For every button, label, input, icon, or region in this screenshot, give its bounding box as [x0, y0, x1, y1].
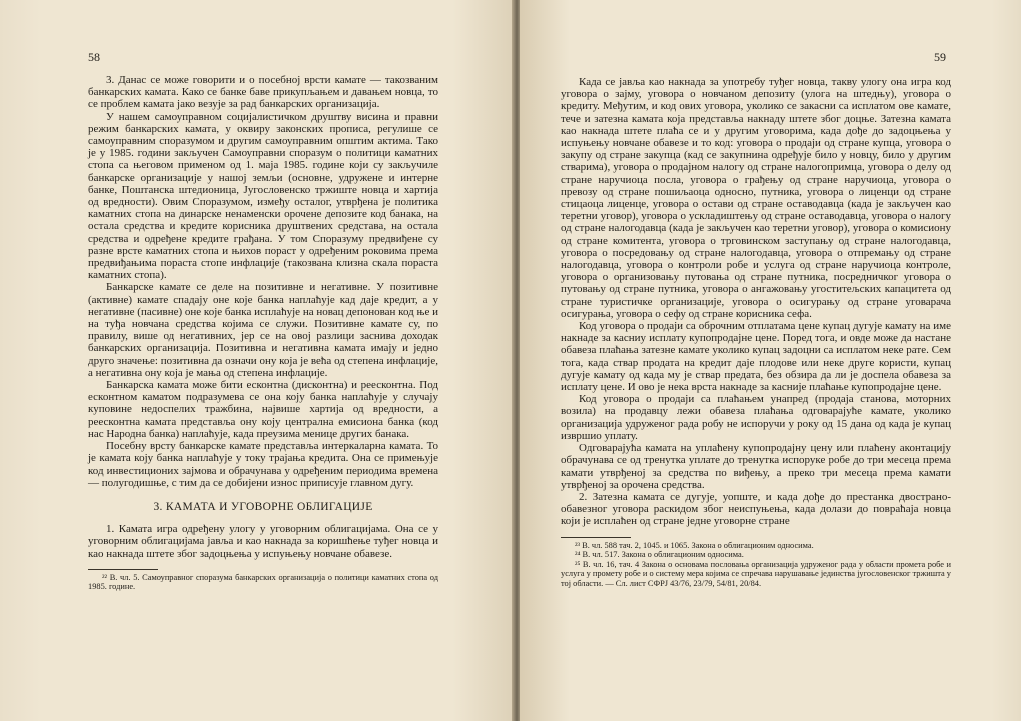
left-text-column: [88, 74, 438, 592]
page-number: 58: [88, 50, 100, 64]
paragraph: 2. Затезна камата се дугује, уопште, и када дође до престанка двострано-обавезног уговора раскидом због неиспуњења, када долази до повраћаја новца који је исплаћен од стране једне уговорне стране: [561, 490, 951, 528]
footnote: ²⁵ В. чл. 16, тач. 4 Закона о основама пословања организација удруженог рада у области промета робе и услуга у промету робе и о систему мера којима се спречава нарушавање јединства југословенског тржишта у тој области. — Сл. лист СФРЈ 43/76, 23/79, 54/81, 20/84.: [561, 559, 951, 588]
paragraph: Код уговора о продаји са плаћањем унапред (продаја станова, моторних возила) на продавцу лежи обавеза плаћања одговарајуће камате, уколико организација удруженог рада робу не испоручи у року од 15 дана од када је купац извршио уплату.: [561, 393, 951, 442]
footnote: ²⁴ В. чл. 517. Закона о облигационим односима.: [575, 550, 744, 560]
page-number: 59: [934, 50, 946, 64]
footnote-divider: [88, 569, 158, 570]
paragraph: Банкарске камате се деле на позитивне и негативне. У позитивне (активне) камате спадају оне које банка наплаћује кад даје кредит, а у негативне (пасивне) оне које банка исплаћује на новац депонован код ње и на туђа новчана средства којима се служи. Позитивне камате су, по правилу, више од негативних, јер се на овој разлици заснива доходак банкарских организација. Позитивна и негативна камата имају и једно друго значење: позитивна да означи ону која је већа од степена инфлације, а негативна ону која је мања од степена инфлације.: [88, 281, 438, 379]
footnote: ²³ В. чл. 588 тач. 2, 1045. и 1065. Закона о облигационим односима.: [575, 540, 814, 550]
paragraph: 1. Камата игра одређену улогу у уговорним облигацијама. Она се у уговорним облигацијама јавља и као накнада за коришћење туђег новца и као накнада штете због задоцњења у испуњењу новчане обавезе.: [88, 523, 438, 560]
paragraph: Банкарска камата може бити есконтна (дисконтна) и реесконтна. Под есконтном каматом подразумева се она коју банка наплаћује у случају куповине недоспелих тражбина, највише хартија од вредности, а реесконтна камата представља ону коју централна емисиона банка (код нас Народна банка) наплаћује, када преузима менице других банака.: [88, 379, 438, 440]
paragraph: Одговарајућа камата на уплаћену купопродајну цену или плаћену аконтацију обрачунава се од тренутка уплате до тренутка испоруке робе до три месеца према камати утврђеној за средства по виђењу, а преко три месеца према камати утврђеној за орочена средства.: [561, 442, 951, 491]
section-heading: 3. КАМАТА И УГОВОРНЕ ОБЛИГАЦИЈЕ: [153, 500, 373, 513]
paragraph: Када се јавља као накнада за употребу туђег новца, такву улогу она игра код уговора о зајму, уговора о новчаном депозиту (улога на штедњу), уговора о кредиту. Међутим, и код ових уговора, уколико се закасни са исплатом ове камате, тече и затезна камата која представља накнаду штете због доцње. Затезна камата као накнада штете плаћа се и у другим уговорима, када дође до задоцњења у испуњењу новчане обавезе и то код: уговора о продаји од стране купца, уговора о закупу од стране закупца (кад се закупнина одређује било у новцу, било у другим стварима), уговора о продајном налогу од стране налогопримца, уговора о делу од стране наручиоца посла, уговора о грађењу од стране наручиоца, уговора о превозу од стране пошиљаоца односно, путника, уговора о лиценци од стране стицаоца лиценце, уговора о остави од стране оставодавца (када је закључен као теретни уговор), уговора о ускладиштењу од стране оставодавца, уговора о налогу од стране налогодавца (када је закључен као теретни уговор), уговора о комисиону од стране комитента, уговора о трговинском заступању од стране налогодавца, уговора о посредовању од стране налогодавца, уговора о отпремању од стране налогодавца, уговора о контроли робе и услуга од стране наручиоца контроле, уговора о организовању путовања од стране путника, посредничког уговора о путовању од стране путника, уговора о ангажовању угоститељских капацитета од стране туристичке организације, уговора о осигурању од стране уговарача осигурања, уговора о сефу од стране корисника сефа.: [561, 76, 951, 320]
paragraph: Код уговора о продаји са оброчним отплатама цене купац дугује камату на име накнаде за касниу исплату купопродајне цене. Поред тога, и овде може да настане обавеза плаћања затезне камате уколико купац задоцни са исплатом неке рате. Сем тога, када ствар продата на кредит даје плодове или неке друге користи, купац дугује камату од када му је ствар предата, без обзира да ли је доспела обавеза за исплату цене. И ово је нека врста накнаде за касније плаћање купопродајне цене.: [561, 320, 951, 394]
paragraph: У нашем самоуправном социјалистичком друштву висина и правни режим банкарских камата, у оквиру законских прописа, регулише се самоуправним споразумом и другим самоуправним општим актима. Тако је у 1985. години закључен Самоуправни споразум о политици каматних стопа са његовом применом од 1. маја 1985. године који су закључиле банкарске организације у нашој земљи (основне, удружене и интерне банке, Поштанска штедионица, Југословенско тржиште новца и хартија од вредности). Овим Споразумом, између осталог, утврђена је политика каматних стопа на динарске ненаменски орочене депозите код банака, на остала средства и кредите корисника друштвених средстава, на остала средства и одређене кредите грађана. У том Споразуму предвиђене су разне врсте каматних стопа и њихов пораст у одређеним роковима према предвиђањима пораста стопе инфлације (такозвана клизна скала пораста каматних стопа).: [88, 110, 438, 282]
paragraph: Посебну врсту банкарске камате представља интеркаларна камата. То је камата коју банка наплаћује у току трајања кредита. Она се примењује код инвестиционих зајмова и обрачунава у одређеним периодима времена — полугодишње, с тим да се добијени износ приписује главном дугу.: [88, 440, 438, 489]
footnote-divider: [561, 537, 631, 538]
right-page: [520, 0, 1021, 721]
footnote: ²² В. чл. 5. Самоуправног споразума банкарских организација о политици каматних стопа од 1985. године.: [88, 572, 438, 592]
paragraph: 3. Данас се може говорити и о посебној врсти камате — такозваним банкарских камата. Како се банке баве прикупљањем и давањем новца, то се проблем камата јако везује за рад банкарских организација.: [88, 74, 438, 111]
right-text-column: [561, 76, 951, 588]
